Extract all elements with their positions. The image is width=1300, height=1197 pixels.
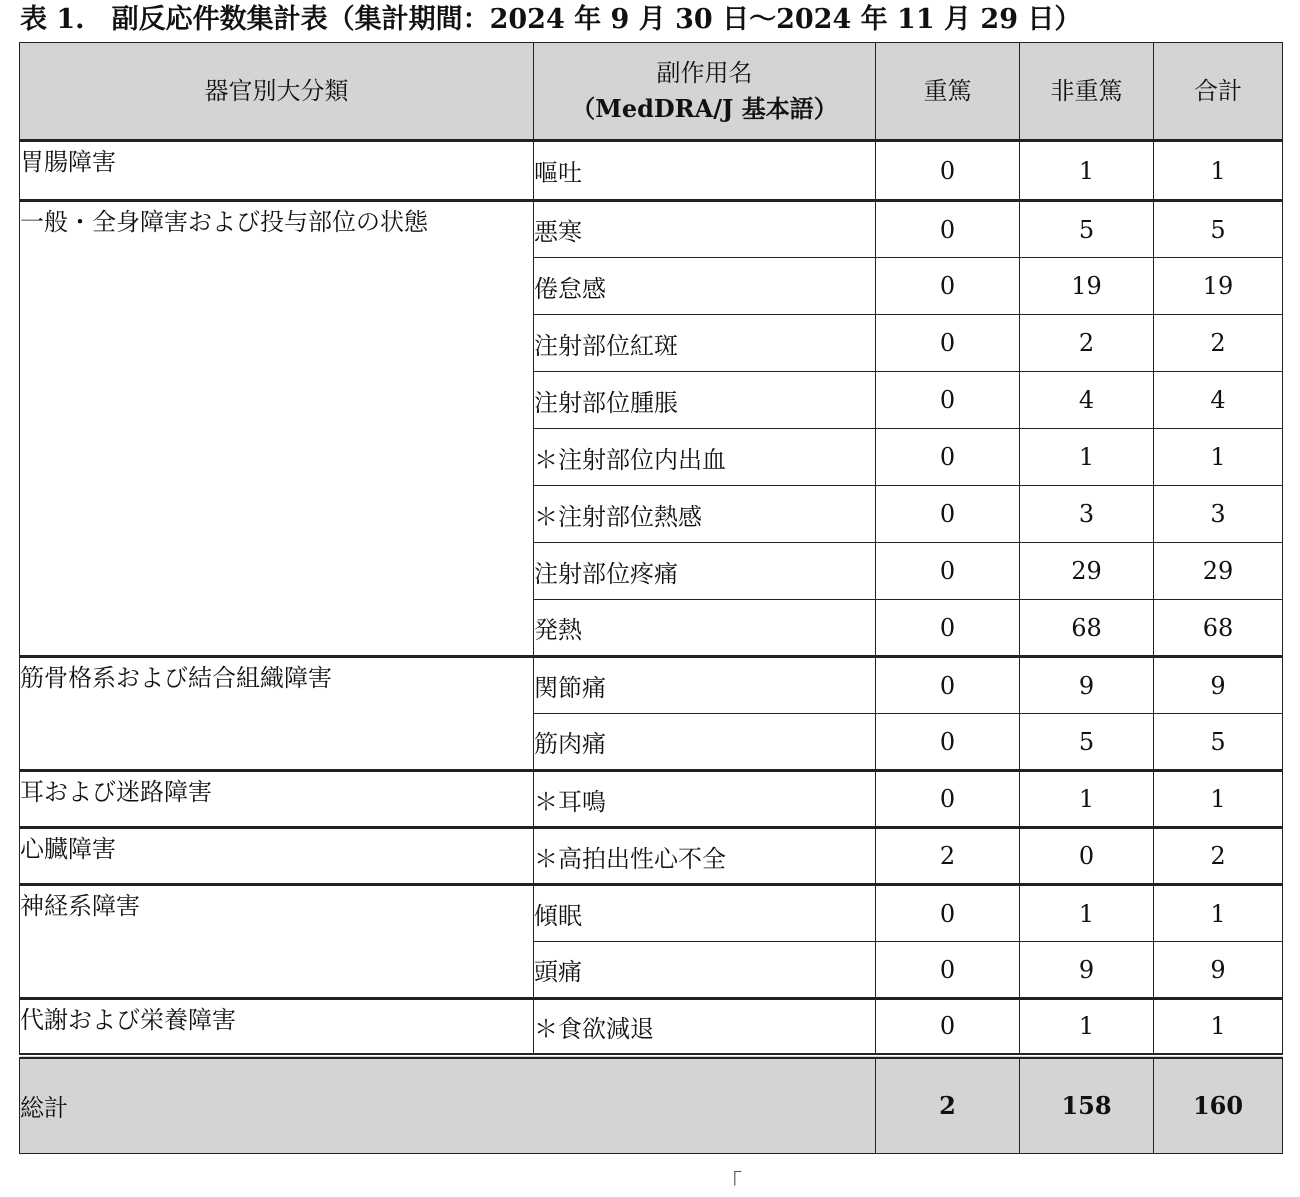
header-preferred-term (534, 43, 876, 141)
nonserious-count-cell: 1 (1020, 885, 1154, 942)
table-body (20, 141, 1283, 1154)
table-title: 表 1. 副反応件数集計表（集計期間：2024 年 9 月 30 日〜2024 年 11 月 29 日） (20, 4, 1082, 35)
serious-count-cell: 2 (876, 828, 1020, 885)
total-count-cell: 2 (1154, 828, 1283, 885)
nonserious-count-cell: 68 (1020, 600, 1154, 657)
header-soc: 器官別大分類 (20, 43, 534, 141)
table-row (20, 657, 1283, 714)
footer-note: 「 (720, 1171, 743, 1196)
serious-count-cell: 0 (876, 600, 1020, 657)
header-serious: 重篤 (876, 43, 1020, 141)
nonserious-count-cell: 9 (1020, 942, 1154, 999)
serious-count-cell: 0 (876, 141, 1020, 201)
preferred-term-cell: 注射部位疼痛 (534, 543, 876, 600)
header-nonserious: 非重篤 (1020, 43, 1154, 141)
total-count-cell: 1 (1154, 885, 1283, 942)
preferred-term-cell: ＊注射部位熱感 (534, 486, 876, 543)
table-row (20, 141, 1283, 201)
preferred-term-cell: ＊食欲減退 (534, 999, 876, 1056)
total-count-cell: 5 (1154, 201, 1283, 258)
serious-count-cell: 0 (876, 315, 1020, 372)
soc-cell: 神経系障害 (20, 885, 534, 999)
total-count-cell: 19 (1154, 258, 1283, 315)
table-row (20, 885, 1283, 942)
grand-total-label: 総計 (20, 1056, 876, 1154)
preferred-term-cell: ＊耳鳴 (534, 771, 876, 828)
serious-count-cell: 0 (876, 771, 1020, 828)
serious-count-cell: 0 (876, 372, 1020, 429)
nonserious-count-cell: 5 (1020, 201, 1154, 258)
nonserious-count-cell: 1 (1020, 999, 1154, 1056)
preferred-term-cell: 嘔吐 (534, 141, 876, 201)
nonserious-count-cell: 1 (1020, 429, 1154, 486)
serious-count-cell: 0 (876, 429, 1020, 486)
table-row (20, 201, 1283, 258)
total-count-cell: 1 (1154, 141, 1283, 201)
preferred-term-cell: 関節痛 (534, 657, 876, 714)
soc-cell: 一般・全身障害および投与部位の状態 (20, 201, 534, 657)
header-pt-line1: 副作用名 (656, 59, 753, 87)
preferred-term-cell: ＊高拍出性心不全 (534, 828, 876, 885)
grand-total-serious: 2 (876, 1056, 1020, 1154)
nonserious-count-cell: 9 (1020, 657, 1154, 714)
serious-count-cell: 0 (876, 657, 1020, 714)
preferred-term-cell: 倦怠感 (534, 258, 876, 315)
nonserious-count-cell: 5 (1020, 714, 1154, 771)
total-count-cell: 29 (1154, 543, 1283, 600)
soc-cell: 胃腸障害 (20, 141, 534, 201)
total-count-cell: 1 (1154, 771, 1283, 828)
nonserious-count-cell: 0 (1020, 828, 1154, 885)
total-count-cell: 3 (1154, 486, 1283, 543)
serious-count-cell: 0 (876, 543, 1020, 600)
total-count-cell: 2 (1154, 315, 1283, 372)
table-row (20, 999, 1283, 1056)
nonserious-count-cell: 1 (1020, 141, 1154, 201)
serious-count-cell: 0 (876, 486, 1020, 543)
total-count-cell: 68 (1154, 600, 1283, 657)
serious-count-cell: 0 (876, 201, 1020, 258)
preferred-term-cell: 悪寒 (534, 201, 876, 258)
total-count-cell: 9 (1154, 942, 1283, 999)
grand-total-row (20, 1056, 1283, 1154)
serious-count-cell: 0 (876, 714, 1020, 771)
adverse-reaction-table (19, 42, 1283, 1154)
total-count-cell: 1 (1154, 429, 1283, 486)
nonserious-count-cell: 2 (1020, 315, 1154, 372)
grand-total-total: 160 (1154, 1056, 1283, 1154)
preferred-term-cell: ＊注射部位内出血 (534, 429, 876, 486)
preferred-term-cell: 筋肉痛 (534, 714, 876, 771)
nonserious-count-cell: 19 (1020, 258, 1154, 315)
preferred-term-cell: 傾眠 (534, 885, 876, 942)
header-total: 合計 (1154, 43, 1283, 141)
serious-count-cell: 0 (876, 942, 1020, 999)
soc-cell: 代謝および栄養障害 (20, 999, 534, 1056)
header-row (20, 43, 1283, 141)
total-count-cell: 4 (1154, 372, 1283, 429)
table-row (20, 828, 1283, 885)
preferred-term-cell: 注射部位腫脹 (534, 372, 876, 429)
grand-total-nonserious: 158 (1020, 1056, 1154, 1154)
preferred-term-cell: 頭痛 (534, 942, 876, 999)
soc-cell: 耳および迷路障害 (20, 771, 534, 828)
header-pt-line2: （MedDRA/J 基本語） (571, 94, 838, 123)
table-row (20, 771, 1283, 828)
serious-count-cell: 0 (876, 885, 1020, 942)
nonserious-count-cell: 29 (1020, 543, 1154, 600)
nonserious-count-cell: 1 (1020, 771, 1154, 828)
soc-cell: 心臓障害 (20, 828, 534, 885)
preferred-term-cell: 注射部位紅斑 (534, 315, 876, 372)
serious-count-cell: 0 (876, 258, 1020, 315)
nonserious-count-cell: 3 (1020, 486, 1154, 543)
serious-count-cell: 0 (876, 999, 1020, 1056)
total-count-cell: 9 (1154, 657, 1283, 714)
nonserious-count-cell: 4 (1020, 372, 1154, 429)
total-count-cell: 5 (1154, 714, 1283, 771)
total-count-cell: 1 (1154, 999, 1283, 1056)
soc-cell: 筋骨格系および結合組織障害 (20, 657, 534, 771)
preferred-term-cell: 発熱 (534, 600, 876, 657)
